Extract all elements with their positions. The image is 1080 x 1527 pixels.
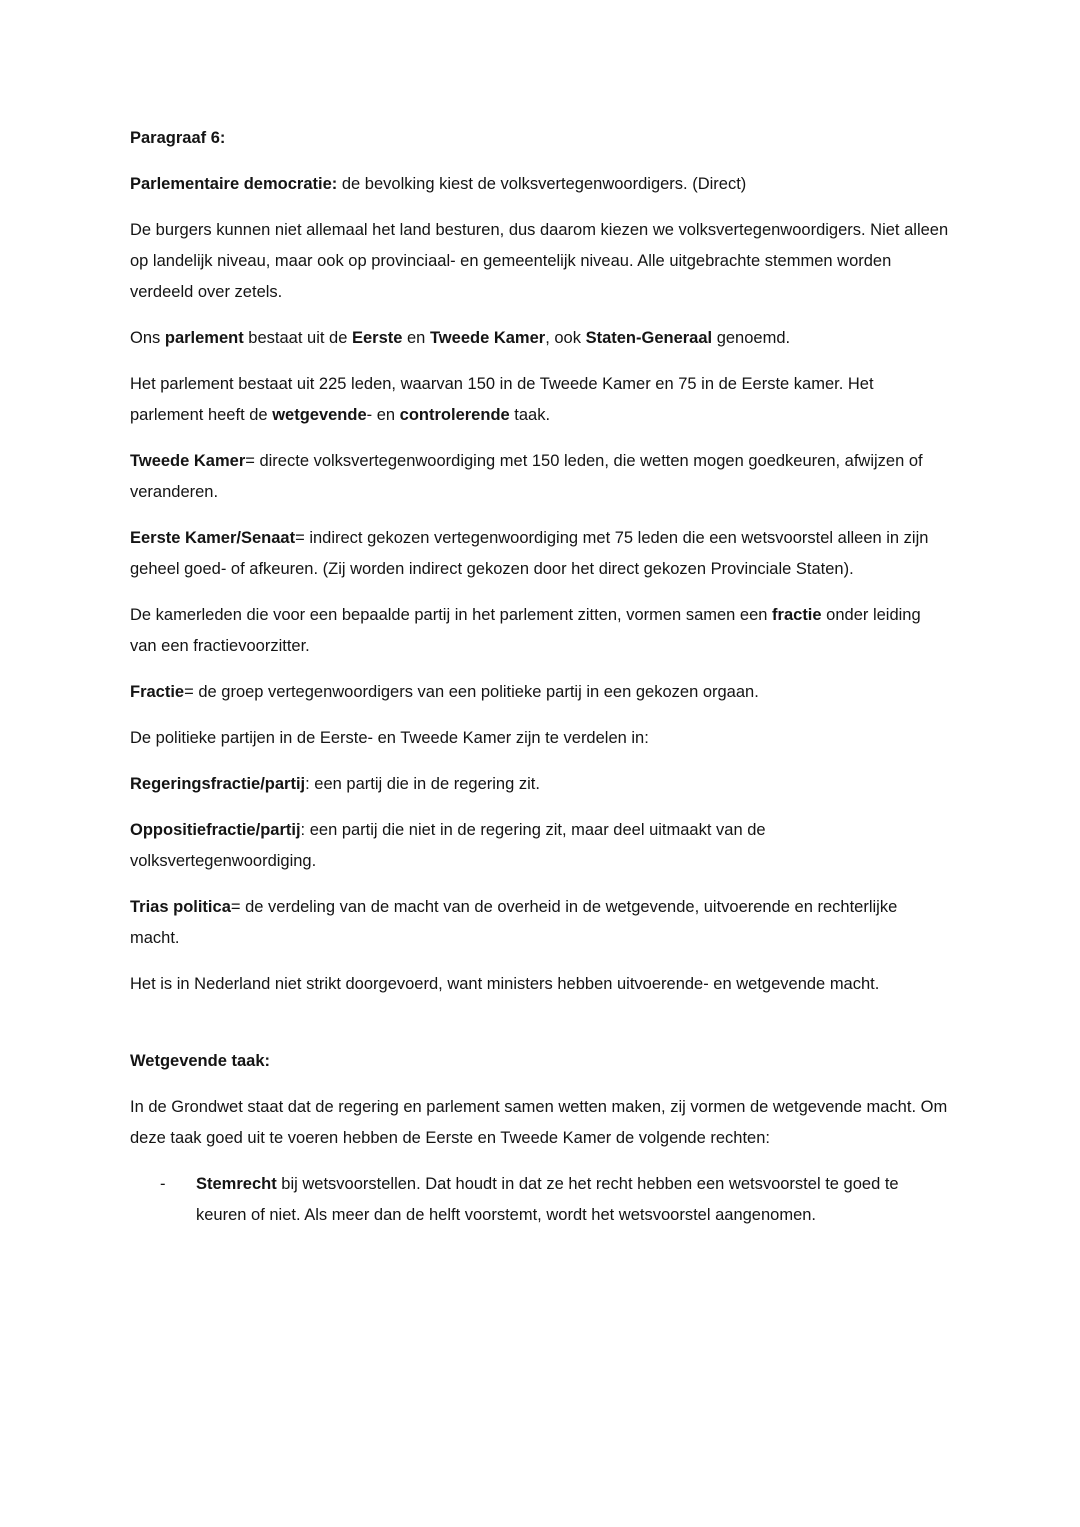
text-run: Ons: [130, 329, 165, 347]
paragraph: [130, 523, 950, 585]
text-run: bestaat uit de: [243, 329, 352, 347]
paragraph: [130, 446, 950, 508]
text-run: Parlementaire democratie:: [130, 175, 338, 193]
paragraph: [130, 215, 953, 308]
text-run: In de Grondwet staat dat de regering en parlement samen wetten maken, zij vormen de wetgevende macht. Om deze taak goed uit te voeren hebben de Eerste en Tweede Kamer de volgende rechten:: [130, 1098, 952, 1147]
paragraph-spacer: [130, 1015, 950, 1046]
text-run: = indirect gekozen vertegenwoordiging met 75 leden die een wetsvoorstel alleen in zijn geheel goed- of afkeuren. (Zij worden indirect gekozen door het direct gekozen Provinciale Staten).: [130, 529, 934, 578]
paragraph: [130, 723, 950, 754]
text-run: Tweede Kamer: [429, 329, 546, 347]
text-run: Wetgevende taak:: [130, 1052, 270, 1070]
text-run: Staten-Generaal: [585, 329, 713, 347]
text-run: = de groep vertegenwoordigers van een politieke partij in een gekozen orgaan.: [184, 683, 759, 701]
text-run: - en: [366, 406, 400, 424]
text-run: : een partij die in de regering zit.: [305, 775, 540, 793]
document-body: [130, 123, 953, 1231]
text-run: De politieke partijen in de Eerste- en Tweede Kamer zijn te verdelen in:: [130, 729, 649, 747]
text-run: genoemd.: [712, 329, 791, 347]
text-run: taak.: [509, 406, 551, 424]
text-run: Fractie: [130, 683, 185, 701]
text-run: = directe volksvertegenwoordiging met 150 leden, die wetten mogen goedkeuren, afwijzen of veranderen.: [130, 452, 928, 501]
text-run: de bevolking kiest de volksvertegenwoordigers. (Direct): [337, 175, 747, 193]
text-run: Oppositiefractie/partij: [130, 821, 301, 839]
paragraph: [130, 815, 950, 877]
text-run: : een partij die niet in de regering zit, maar deel uitmaakt van de volksvertegenwoordiging.: [130, 821, 771, 870]
bullet-item: [130, 1169, 950, 1231]
bullet-marker: -: [160, 1175, 166, 1193]
text-run: , ook: [545, 329, 586, 347]
text-run: controlerende: [399, 406, 510, 424]
paragraph: [130, 169, 950, 200]
paragraph: [130, 323, 950, 354]
text-run: Eerste Kamer/Senaat: [130, 529, 296, 547]
text-run: onder leiding van een fractievoorzitter.: [130, 606, 926, 655]
bullet-text: [196, 1169, 950, 1231]
text-run: Stemrecht: [196, 1175, 277, 1193]
text-run: fractie: [772, 606, 822, 624]
paragraph: [130, 123, 950, 154]
paragraph: [130, 892, 950, 954]
text-run: Eerste: [351, 329, 403, 347]
text-run: De burgers kunnen niet allemaal het land besturen, dus daarom kiezen we volksvertegenwoordigers. Niet alleen op landelijk niveau, maar ook op provinciaal- en gemeentelijk niveau. Alle uitgebrachte stemmen worden verdeeld over zetels.: [130, 221, 953, 301]
text-run: Het is in Nederland niet strikt doorgevoerd, want ministers hebben uitvoerende- en wetgevende macht.: [130, 975, 880, 993]
text-run: bij wetsvoorstellen. Dat houdt in dat ze het recht hebben een wetsvoorstel te goed te keuren of niet. Als meer dan de helft voorstemt, wordt het wetsvoorstel aangenomen.: [196, 1175, 904, 1224]
paragraph: [130, 1046, 950, 1077]
text-run: Regeringsfractie/partij: [130, 775, 306, 793]
paragraph: [130, 677, 950, 708]
paragraph: [130, 600, 950, 662]
text-run: De kamerleden die voor een bepaalde partij in het parlement zitten, vormen samen een: [130, 606, 773, 624]
text-run: parlement: [164, 329, 244, 347]
paragraph: [130, 969, 950, 1000]
text-run: Trias politica: [130, 898, 231, 916]
paragraph: [130, 369, 950, 431]
paragraph: [130, 769, 950, 800]
text-run: Tweede Kamer: [130, 452, 246, 470]
text-run: Paragraaf 6:: [130, 129, 226, 147]
text-run: Het parlement bestaat uit 225 leden, waarvan 150 in de Tweede Kamer en 75 in de Eerste kamer. Het parlement heeft de: [130, 375, 879, 424]
paragraph: [130, 1092, 950, 1154]
text-run: en: [402, 329, 430, 347]
text-run: = de verdeling van de macht van de overheid in de wetgevende, uitvoerende en rechterlijke macht.: [130, 898, 902, 947]
text-run: wetgevende: [272, 406, 367, 424]
